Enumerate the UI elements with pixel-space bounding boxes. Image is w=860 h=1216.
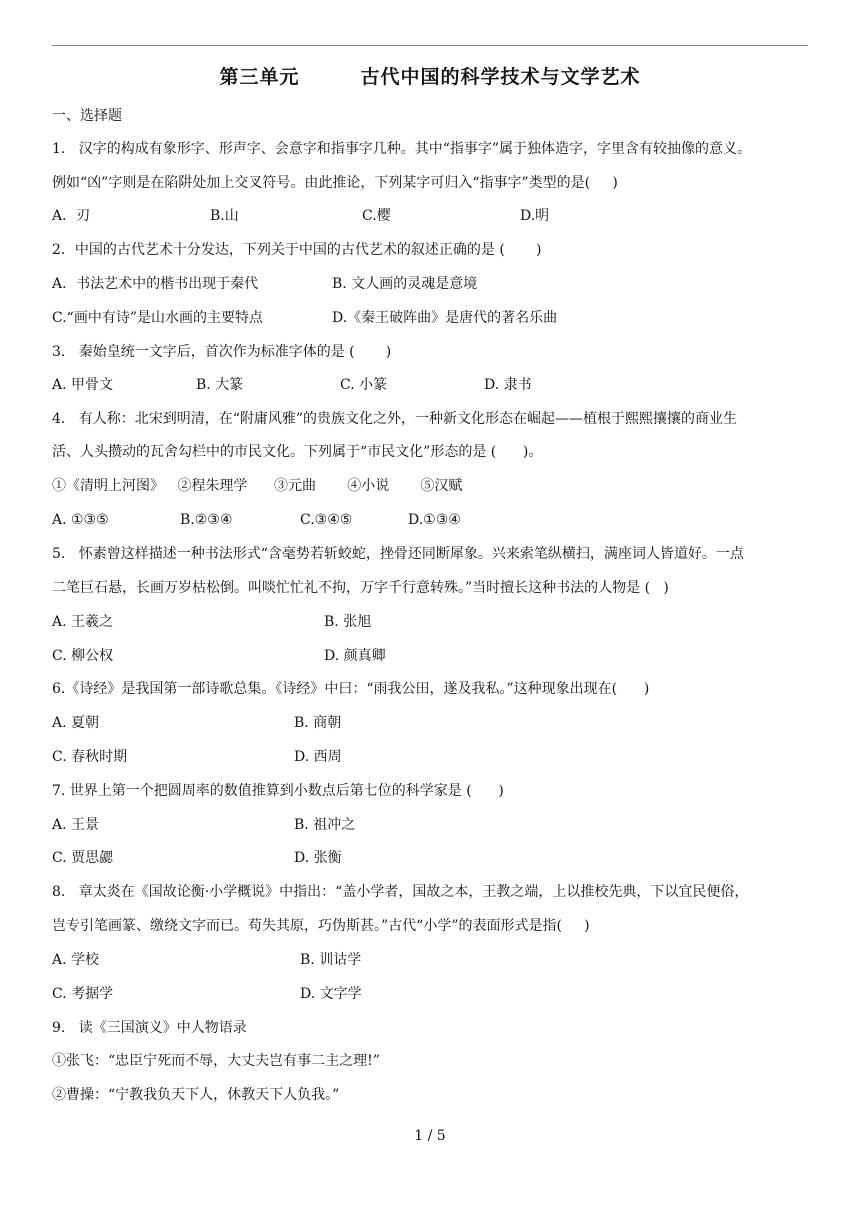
q3-stem: 3. 秦始皇统一文字后，首次作为标准字体的是 ( ) bbox=[52, 344, 392, 360]
section-heading: 一、选择题 bbox=[52, 108, 122, 124]
q4-stem-line2: 活、人头攒动的瓦舍勾栏中的市民文化。下列属于“市民文化”形态的是 ( )。 bbox=[52, 444, 543, 460]
q8-option-d: D. 文字学 bbox=[300, 986, 362, 1002]
q9-quote-2: ②曹操：“宁教我负天下人，休教天下人负我。” bbox=[52, 1087, 340, 1103]
q6-stem: 6.《诗经》是我国第一部诗歌总集。《诗经》中曰：“雨我公田，遂及我私。”这种现象出现在( ) bbox=[52, 681, 650, 697]
q4-option-b: B.②③④ bbox=[180, 512, 233, 528]
q5-option-d: D. 颜真卿 bbox=[324, 648, 386, 664]
q1-option-c: C.樱 bbox=[362, 208, 391, 224]
q2-option-b: B. 文人画的灵魂是意境 bbox=[332, 276, 478, 292]
q6-option-a: A. 夏朝 bbox=[52, 715, 100, 731]
q3-option-a: A. 甲骨文 bbox=[52, 377, 114, 393]
q5-stem-line1: 5. 怀素曾这样描述一种书法形式“含毫势若斩蛟蛇，挫骨还同断犀象。兴来索笔纵横扫，满座词人皆道好。一点 bbox=[52, 546, 744, 562]
q7-option-b: B. 祖冲之 bbox=[294, 817, 356, 833]
q2-stem: 2．中国的古代艺术十分发达，下列关于中国的古代艺术的叙述正确的是 ( ) bbox=[52, 242, 542, 258]
q9-quote-1: ①张飞：“忠臣宁死而不辱，大丈夫岂有事二主之理!” bbox=[52, 1053, 380, 1069]
q2-option-d: D.《秦王破阵曲》是唐代的著名乐曲 bbox=[332, 310, 558, 326]
q3-option-c: C. 小篆 bbox=[340, 377, 388, 393]
q1-option-a: A．刃 bbox=[52, 208, 91, 224]
q8-option-b: B. 训诂学 bbox=[300, 952, 362, 968]
q8-stem-line1: 8. 章太炎在《国故论衡·小学概说》中指出：“盖小学者，国故之本，王教之端，上以推校先典，下以宜民便俗， bbox=[52, 884, 749, 900]
q8-option-c: C. 考据学 bbox=[52, 986, 114, 1002]
q7-option-a: A. 王景 bbox=[52, 817, 100, 833]
q5-option-c: C. 柳公权 bbox=[52, 648, 114, 664]
q6-option-c: C. 春秋时期 bbox=[52, 749, 128, 765]
q9-stem: 9. 读《三国演义》中人物语录 bbox=[52, 1020, 247, 1036]
q1-option-d: D.明 bbox=[520, 208, 550, 224]
q8-option-a: A. 学校 bbox=[52, 952, 100, 968]
q7-stem: 7. 世界上第一个把圆周率的数值推算到小数点后第七位的科学家是 ( ) bbox=[52, 783, 504, 799]
q5-option-a: A. 王羲之 bbox=[52, 614, 114, 630]
q1-stem-line2: 例如“凶”字则是在陷阱处加上交叉符号。由此推论，下列某字可归入“指事字”类型的是( ) bbox=[52, 175, 618, 191]
q4-items: ①《清明上河图》 ②程朱理学 ③元曲 ④小说 ⑤汉赋 bbox=[52, 478, 463, 494]
q3-option-d: D. 隶书 bbox=[484, 377, 532, 393]
q5-stem-line2: 二笔巨石悬，长画万岁枯松倒。叫啖忙忙礼不拘，万字千行意转殊。”当时擅长这种书法的人物是 ( ) bbox=[52, 580, 669, 596]
q1-stem-line1: 1. 汉字的构成有象形字、形声字、会意字和指事字几种。其中“指事字”属于独体造字，字里含有较抽像的意义。 bbox=[52, 141, 752, 157]
q4-option-a: A. ①③⑤ bbox=[52, 512, 109, 528]
q6-option-d: D. 西周 bbox=[294, 749, 342, 765]
q4-option-d: D.①③④ bbox=[408, 512, 461, 528]
q7-option-c: C. 贾思勰 bbox=[52, 850, 114, 866]
page-title: 第三单元 古代中国的科学技术与文学艺术 bbox=[219, 66, 641, 88]
q4-option-c: C.③④⑤ bbox=[300, 512, 353, 528]
q2-option-c: C.“画中有诗”是山水画的主要特点 bbox=[52, 310, 263, 326]
q2-option-a: A．书法艺术中的楷书出现于秦代 bbox=[52, 276, 259, 292]
q8-stem-line2: 岂专引笔画篆、缴绕文字而已。苟失其原，巧伪斯甚。”古代“小学”的表面形式是指( ) bbox=[52, 918, 590, 934]
q7-option-d: D. 张衡 bbox=[294, 850, 342, 866]
q1-option-b: B.山 bbox=[210, 208, 239, 224]
header-rule bbox=[52, 45, 808, 46]
q3-option-b: B. 大篆 bbox=[196, 377, 244, 393]
q4-stem-line1: 4. 有人称：北宋到明清，在“附庸风雅”的贵族文化之外，一种新文化形态在崛起——植根于熙熙攘攘的商业生 bbox=[52, 411, 738, 427]
page-number: 1 / 5 bbox=[414, 1128, 446, 1144]
q6-option-b: B. 商朝 bbox=[294, 715, 342, 731]
q5-option-b: B. 张旭 bbox=[324, 614, 372, 630]
